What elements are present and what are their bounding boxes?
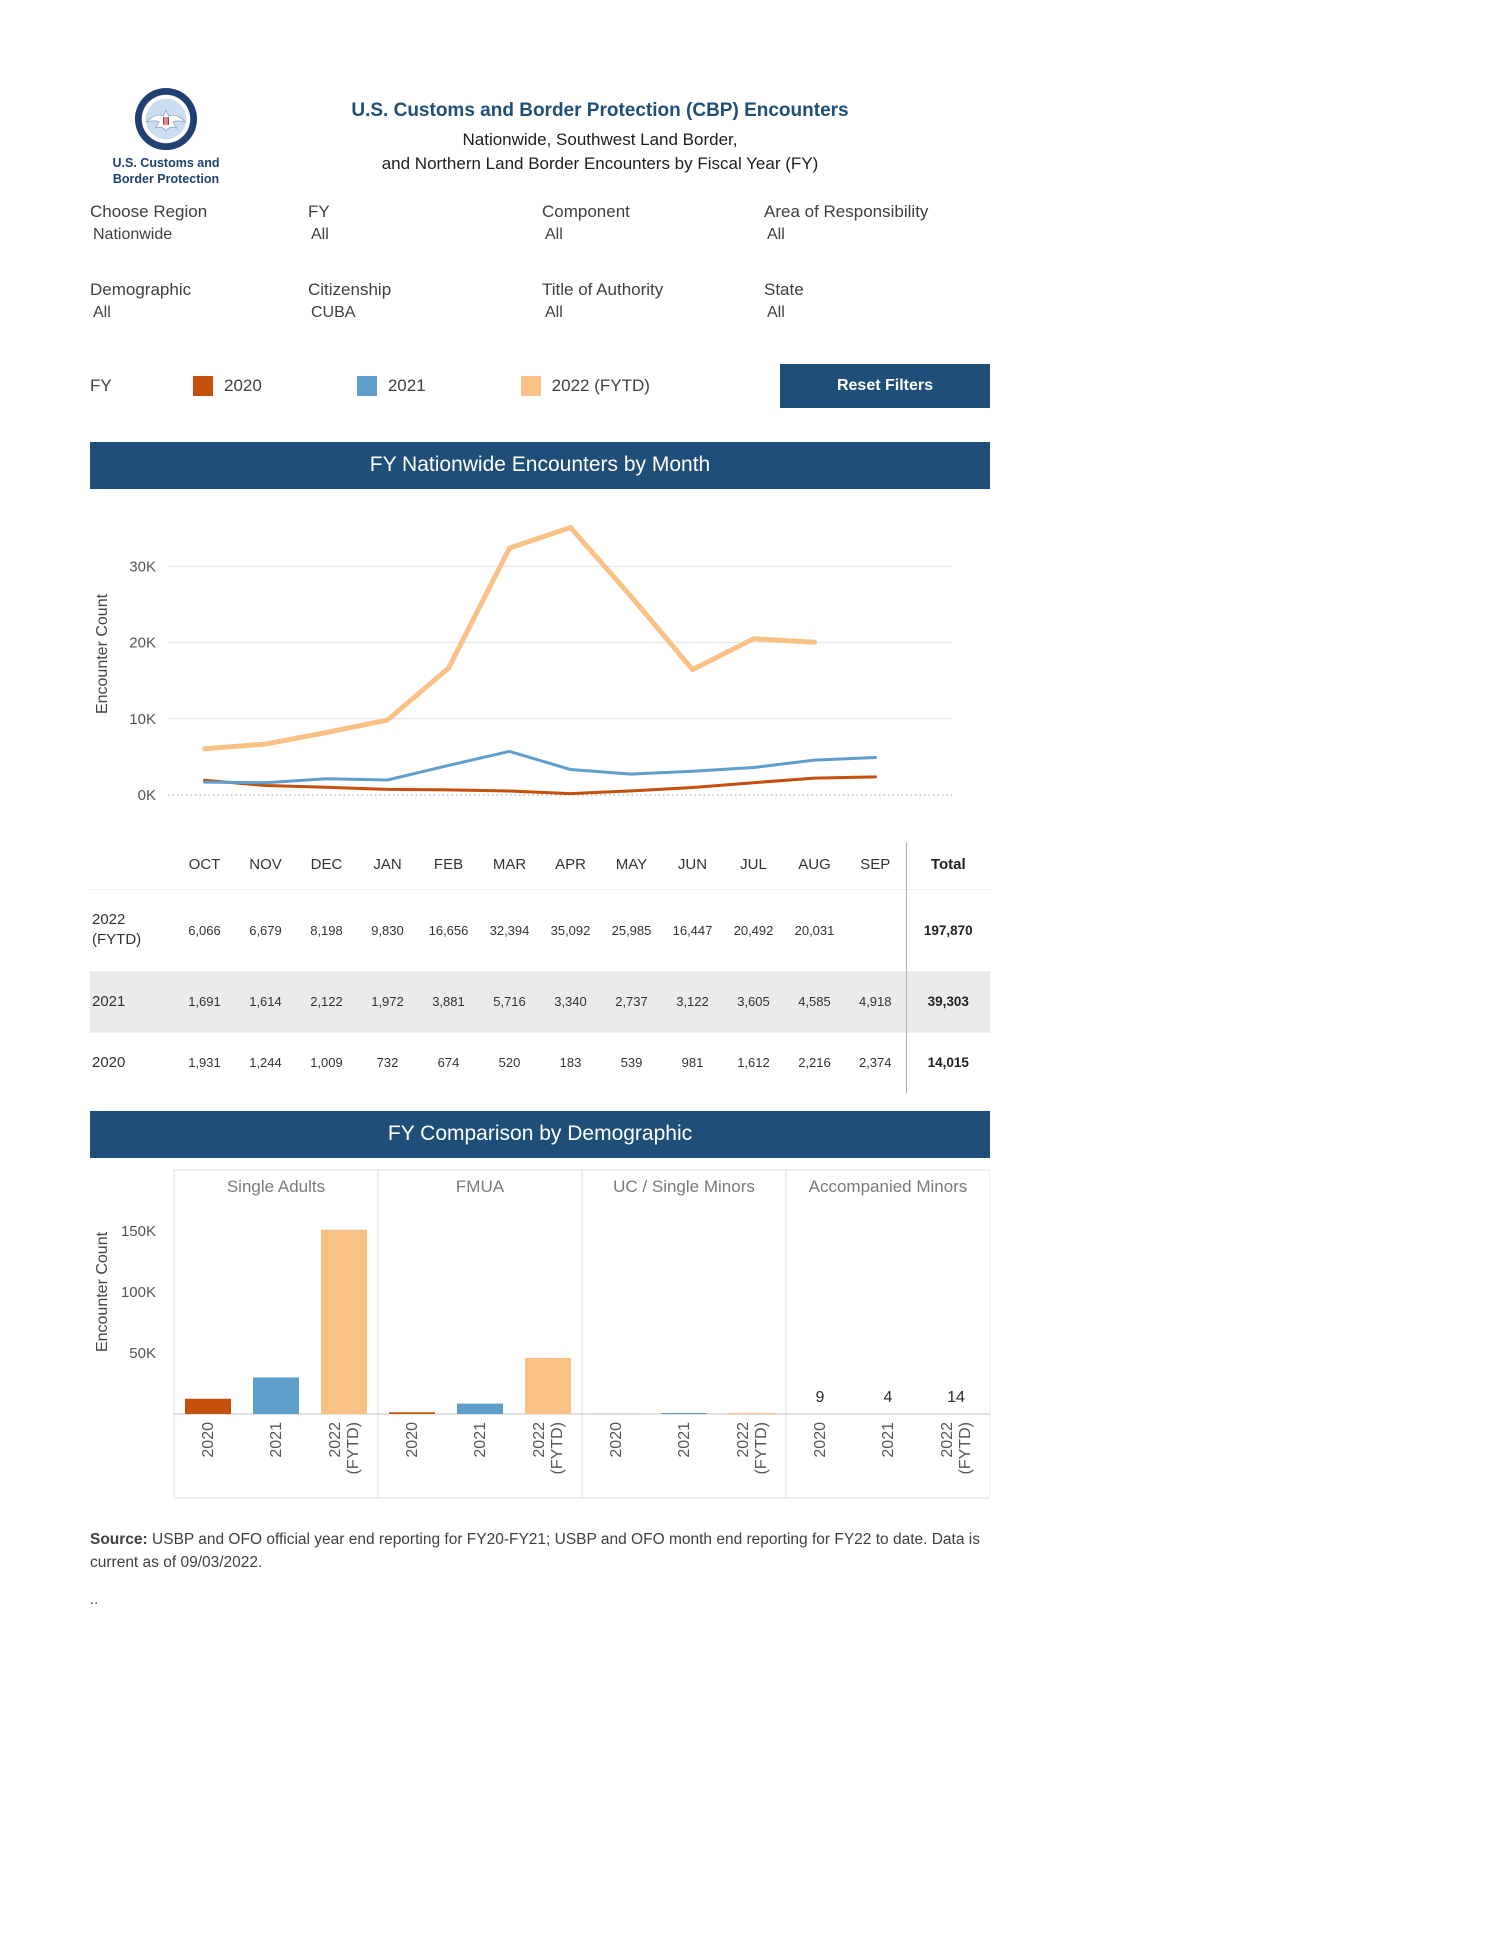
filter-label: Component xyxy=(542,202,630,221)
source-note xyxy=(90,1528,990,1575)
filter-demographic xyxy=(90,280,308,322)
column-header-jun: JUN xyxy=(677,856,708,873)
x-tick-label xyxy=(472,1422,489,1458)
row-total: 14,015 xyxy=(906,1032,990,1093)
monthly-encounters-table xyxy=(90,842,990,1093)
column-header-jul: JUL xyxy=(740,856,767,873)
x-tick-label xyxy=(880,1422,897,1458)
panel-title-accompanied-minors: Accompanied Minors xyxy=(808,1177,968,1196)
source-text: USBP and OFO official year end reporting for FY20-FY21; USBP and OFO month end reporting for FY22 to date. Data is current as of 09/03/2022. xyxy=(90,1531,980,1572)
svg-text:2022: 2022 xyxy=(939,1422,956,1458)
filter-label: Title of Authority xyxy=(542,280,664,299)
legend-swatch-2020 xyxy=(193,376,213,396)
bar-2020-single-adults[interactable] xyxy=(185,1399,231,1414)
filter-label: Area of Responsibility xyxy=(764,202,929,221)
row-label: 2020 xyxy=(92,1053,126,1071)
x-tick-label xyxy=(200,1422,217,1458)
cell: 1,972 xyxy=(371,994,404,1010)
svg-text:2021: 2021 xyxy=(880,1422,897,1458)
cell: 1,009 xyxy=(310,1055,343,1071)
column-header-mar: MAR xyxy=(492,856,527,873)
demographic-bar-chart-svg xyxy=(90,1162,990,1506)
bar-2022-fytd-fmua[interactable] xyxy=(525,1358,571,1414)
cell: 9,830 xyxy=(371,922,404,938)
series-line-2021[interactable] xyxy=(205,751,876,782)
filter-area-of-responsibility xyxy=(764,202,990,244)
legend-title: FY xyxy=(90,376,112,395)
svg-text:(FYTD): (FYTD) xyxy=(345,1422,362,1475)
cell: 4,585 xyxy=(798,994,831,1010)
svg-text:(FYTD): (FYTD) xyxy=(957,1422,974,1475)
legend-item-2020[interactable] xyxy=(193,376,262,396)
bar-2020-fmua[interactable] xyxy=(389,1412,435,1414)
column-header-apr: APR xyxy=(555,856,586,873)
filter-label: Choose Region xyxy=(90,202,208,221)
filter-value-citizenship[interactable]: CUBA xyxy=(311,304,356,321)
x-tick-label xyxy=(531,1422,566,1475)
panel-title-single-adults: Single Adults xyxy=(226,1177,326,1196)
cbp-logo xyxy=(106,86,226,187)
x-tick-label xyxy=(268,1422,285,1458)
filter-value-title-of-authority[interactable]: All xyxy=(545,304,563,321)
cell: 183 xyxy=(559,1055,582,1071)
legend-label-2022-fytd: 2022 (FYTD) xyxy=(551,376,650,395)
y-axis-title: Encounter Count xyxy=(94,1231,111,1353)
svg-text:(FYTD): (FYTD) xyxy=(753,1422,770,1475)
row-total: 39,303 xyxy=(906,971,990,1032)
column-header-dec: DEC xyxy=(310,856,343,873)
column-header-sep: SEP xyxy=(860,856,891,873)
filter-choose-region xyxy=(90,202,308,244)
y-tick-label: 50K xyxy=(129,1345,156,1362)
filter-component xyxy=(542,202,764,244)
cbp-seal-icon xyxy=(133,86,199,152)
cell: 539 xyxy=(620,1055,643,1071)
x-tick-label xyxy=(327,1422,362,1475)
y-tick-label: 10K xyxy=(129,710,156,728)
cell: 3,122 xyxy=(676,994,709,1010)
y-tick-label: 150K xyxy=(120,1223,156,1240)
filter-value-state[interactable]: All xyxy=(767,304,785,321)
legend-swatch-2022-fytd xyxy=(521,376,541,396)
monthly-line-chart-svg xyxy=(90,493,990,828)
cell: 8,198 xyxy=(310,922,343,938)
cell xyxy=(845,890,906,972)
panel-title-uc-single-minors: UC / Single Minors xyxy=(613,1177,755,1196)
legend-swatch-2021 xyxy=(357,376,377,396)
cell: 981 xyxy=(681,1055,704,1071)
cell: 5,716 xyxy=(493,994,526,1010)
filter-citizenship xyxy=(308,280,542,322)
svg-text:2020: 2020 xyxy=(404,1422,421,1458)
cell: 2,122 xyxy=(310,994,343,1010)
cell: 674 xyxy=(437,1055,460,1071)
svg-text:2021: 2021 xyxy=(676,1422,693,1458)
column-header-oct: OCT xyxy=(188,856,221,873)
cell: 520 xyxy=(498,1055,521,1071)
row-total: 197,870 xyxy=(906,890,990,972)
cell: 3,340 xyxy=(554,994,587,1010)
row-label: 2021 xyxy=(92,992,126,1010)
cell: 25,985 xyxy=(611,922,652,938)
svg-text:2022: 2022 xyxy=(531,1422,548,1458)
column-header-nov: NOV xyxy=(249,856,282,873)
source-label: Source: xyxy=(90,1531,148,1548)
cell: 2,374 xyxy=(858,1055,892,1071)
section-title-monthly-encounters: FY Nationwide Encounters by Month xyxy=(90,442,990,489)
footnote-dots: .. xyxy=(90,1590,99,1608)
cell: 3,881 xyxy=(432,994,465,1010)
row-label: 2022 (FYTD) xyxy=(92,911,142,949)
cell: 732 xyxy=(376,1055,399,1071)
cell: 1,612 xyxy=(737,1055,770,1071)
legend-label-2021: 2021 xyxy=(387,376,426,395)
column-header-total: Total xyxy=(906,842,990,890)
cell: 6,066 xyxy=(188,922,221,938)
title-block xyxy=(210,86,990,176)
bar-2021-uc-single-minors[interactable] xyxy=(661,1413,707,1414)
filter-fy xyxy=(308,202,542,244)
cell: 2,216 xyxy=(798,1055,831,1071)
filter-label: Citizenship xyxy=(308,280,392,299)
table-row-2020 xyxy=(90,1032,990,1093)
x-tick-label xyxy=(676,1422,693,1458)
fy-legend xyxy=(90,364,990,408)
table-row-2022-fytd xyxy=(90,890,990,972)
logo-caption-line2: Border Protection xyxy=(112,171,220,186)
cell: 1,931 xyxy=(188,1055,221,1071)
filter-title-of-authority xyxy=(542,280,764,322)
x-tick-label xyxy=(404,1422,421,1458)
filter-value-area-of-responsibility[interactable]: All xyxy=(767,226,785,243)
legend-label-2020: 2020 xyxy=(224,376,262,395)
y-tick-label: 20K xyxy=(129,634,156,652)
page-subtitle-2: and Northern Land Border Encounters by Fiscal Year (FY) xyxy=(381,153,819,173)
bar-value-label: 9 xyxy=(815,1389,825,1406)
x-tick-label xyxy=(735,1422,770,1475)
filter-state xyxy=(764,280,990,322)
bar-2021-fmua[interactable] xyxy=(457,1404,503,1414)
x-tick-label xyxy=(608,1422,625,1458)
cell: 4,918 xyxy=(858,994,892,1010)
y-tick-label: 30K xyxy=(129,558,156,576)
filter-label: FY xyxy=(308,202,330,221)
reset-filters-button[interactable]: Reset Filters xyxy=(780,364,990,408)
filter-value-component[interactable]: All xyxy=(545,226,563,243)
column-header-aug: AUG xyxy=(798,856,831,873)
filter-label: State xyxy=(764,280,804,299)
y-tick-label: 100K xyxy=(120,1284,156,1301)
cell: 32,394 xyxy=(489,922,530,938)
svg-text:2021: 2021 xyxy=(472,1422,489,1458)
cell: 3,605 xyxy=(737,994,770,1010)
series-line-2022-fytd[interactable] xyxy=(205,528,815,749)
svg-text:2020: 2020 xyxy=(812,1422,829,1458)
bar-2022-fytd-single-adults[interactable] xyxy=(321,1230,367,1414)
legend-item-2021[interactable] xyxy=(357,376,426,396)
cell: 1,614 xyxy=(249,994,282,1010)
column-header-may: MAY xyxy=(615,856,648,873)
svg-text:2022: 2022 xyxy=(327,1422,344,1458)
section-title-demographic-comparison: FY Comparison by Demographic xyxy=(90,1111,990,1158)
y-tick-label: 0K xyxy=(137,787,156,804)
panel-title-fmua: FMUA xyxy=(455,1177,505,1196)
table-row-2021 xyxy=(90,971,990,1032)
filter-label: Demographic xyxy=(90,280,192,299)
x-tick-label xyxy=(939,1422,974,1475)
logo-caption-line1: U.S. Customs and xyxy=(112,156,220,170)
filter-value-fy[interactable]: All xyxy=(311,226,329,243)
cell: 6,679 xyxy=(249,922,282,938)
x-tick-label xyxy=(812,1422,829,1458)
cell: 2,737 xyxy=(615,994,648,1010)
header xyxy=(90,86,990,190)
bar-value-label: 14 xyxy=(947,1389,965,1406)
monthly-encounters-line-chart xyxy=(90,493,990,828)
cell: 1,244 xyxy=(249,1055,282,1071)
table-corner xyxy=(90,842,174,890)
y-axis-title: Encounter Count xyxy=(94,593,111,715)
cell: 20,031 xyxy=(794,922,835,938)
svg-text:2022: 2022 xyxy=(735,1422,752,1458)
column-header-feb: FEB xyxy=(433,856,464,873)
bar-value-label: 4 xyxy=(883,1389,893,1406)
filter-grid xyxy=(90,202,990,322)
column-header-jan: JAN xyxy=(373,856,402,873)
cell: 35,092 xyxy=(550,922,591,938)
filter-value-demographic[interactable]: All xyxy=(93,304,111,321)
cbp-dashboard xyxy=(90,86,990,1608)
cell: 1,691 xyxy=(188,994,221,1010)
cell: 16,656 xyxy=(428,922,469,938)
demographic-comparison-bar-chart xyxy=(90,1162,990,1506)
page-subtitle-1: Nationwide, Southwest Land Border, xyxy=(462,130,738,149)
svg-text:2020: 2020 xyxy=(608,1422,625,1458)
legend-item-2022-fytd[interactable] xyxy=(521,376,650,396)
cell: 16,447 xyxy=(672,922,713,938)
svg-text:2021: 2021 xyxy=(268,1422,285,1458)
bar-2022-fytd-uc-single-minors[interactable] xyxy=(729,1413,775,1414)
logo-caption xyxy=(106,156,226,187)
page-title: U.S. Customs and Border Protection (CBP) Encounters xyxy=(351,100,849,121)
svg-text:(FYTD): (FYTD) xyxy=(549,1422,566,1475)
cell: 20,492 xyxy=(733,922,774,938)
svg-text:2020: 2020 xyxy=(200,1422,217,1458)
bar-2021-single-adults[interactable] xyxy=(253,1377,299,1414)
filter-value-choose-region[interactable]: Nationwide xyxy=(93,226,173,243)
